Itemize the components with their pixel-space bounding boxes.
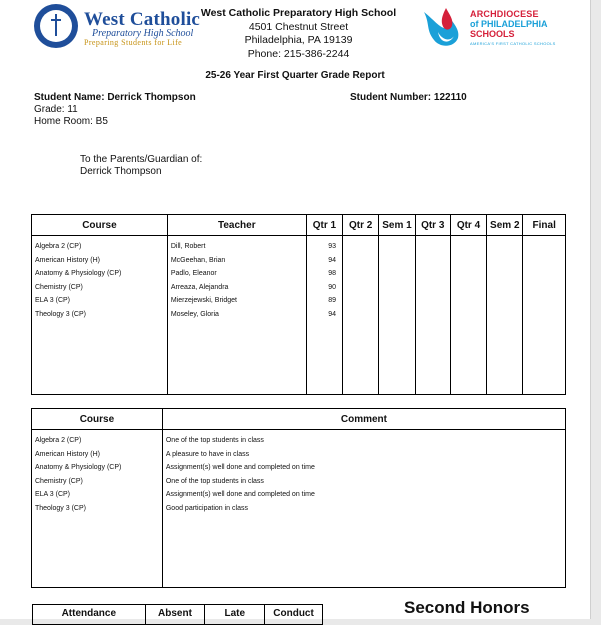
header-teacher: Teacher bbox=[167, 215, 306, 236]
school-name: West Catholic Preparatory High School bbox=[200, 7, 397, 19]
comment-cell: Assignment(s) well done and completed on time bbox=[165, 464, 315, 471]
header-course: Course bbox=[32, 215, 168, 236]
comment-cell: Good participation in class bbox=[165, 504, 248, 512]
comments-header-course: Course bbox=[32, 409, 163, 430]
address-line2: Derrick Thompson bbox=[80, 166, 162, 177]
comment-course-cell: Theology 3 (CP) bbox=[35, 504, 86, 512]
header-qtr2: Qtr 2 bbox=[343, 215, 379, 236]
honors-label: Second Honors bbox=[404, 598, 530, 617]
logo-tagline: Preparing Students for Life bbox=[84, 38, 183, 47]
header-final: Final bbox=[523, 215, 566, 236]
flame-icon bbox=[420, 6, 464, 52]
teacher-cell: Dill, Robert bbox=[170, 243, 206, 250]
student-name: Student Name: Derrick Thompson bbox=[34, 92, 196, 103]
sem2-column bbox=[487, 236, 523, 395]
student-homeroom: Home Room: B5 bbox=[34, 116, 108, 127]
school-city: Philadelphia, PA 19139 bbox=[244, 34, 353, 46]
header-sem1: Sem 1 bbox=[379, 215, 415, 236]
final-column bbox=[523, 236, 566, 395]
comments-body-row bbox=[32, 430, 566, 588]
comment-course-cell: Algebra 2 (CP) bbox=[35, 437, 82, 444]
grades-table bbox=[31, 214, 566, 395]
teacher-cell: McGeehan, Brian bbox=[170, 256, 226, 264]
grades-body-row bbox=[32, 236, 566, 395]
course-column bbox=[32, 236, 168, 395]
course-cell: Theology 3 (CP) bbox=[35, 310, 86, 318]
comment-cell: One of the top students in class bbox=[165, 437, 264, 444]
logo-name: West Catholic bbox=[84, 9, 201, 30]
comment-text-column bbox=[162, 430, 565, 588]
qtr1-grade: 94 bbox=[328, 256, 337, 264]
qtr1-grade: 89 bbox=[328, 297, 337, 304]
qtr1-grade: 90 bbox=[328, 283, 337, 291]
qtr4-column bbox=[450, 236, 486, 395]
header-qtr4: Qtr 4 bbox=[450, 215, 486, 236]
teacher-column bbox=[167, 236, 306, 395]
archdiocese-line2: of PHILADELPHIA bbox=[470, 19, 548, 29]
attendance-table bbox=[32, 604, 323, 625]
header-qtr3: Qtr 3 bbox=[415, 215, 450, 236]
archdiocese-line3: SCHOOLS bbox=[470, 29, 515, 39]
qtr1-column bbox=[306, 236, 342, 395]
qtr1-grade: 93 bbox=[328, 243, 337, 250]
comments-header-row bbox=[32, 409, 566, 430]
school-phone: Phone: 215-386-2244 bbox=[247, 47, 350, 60]
teacher-cell: Moseley, Gloria bbox=[170, 310, 219, 318]
school-info bbox=[196, 7, 401, 61]
course-cell: ELA 3 (CP) bbox=[35, 297, 71, 304]
comment-course-cell: Anatomy & Physiology (CP) bbox=[35, 464, 122, 471]
cross-icon bbox=[50, 14, 62, 36]
comment-course-cell: American History (H) bbox=[35, 450, 100, 458]
course-cell: Chemistry (CP) bbox=[35, 283, 83, 291]
comment-cell: Assignment(s) well done and completed on time bbox=[165, 491, 315, 498]
archdiocese-logo bbox=[420, 6, 580, 52]
course-cell: Anatomy & Physiology (CP) bbox=[35, 270, 122, 277]
west-catholic-logo bbox=[34, 4, 204, 48]
header-conduct: Conduct bbox=[265, 605, 323, 625]
school-street: 4501 Chestnut Street bbox=[248, 20, 349, 33]
header-attendance: Attendance bbox=[33, 605, 146, 625]
header-sem2: Sem 2 bbox=[487, 215, 523, 236]
teacher-cell: Arreaza, Alejandra bbox=[170, 283, 229, 291]
comment-course-column bbox=[32, 430, 163, 588]
student-number: Student Number: 122110 bbox=[350, 92, 467, 103]
student-grade: Grade: 11 bbox=[34, 104, 78, 115]
qtr3-column bbox=[415, 236, 450, 395]
course-cell: Algebra 2 (CP) bbox=[35, 243, 82, 250]
grades-header-row bbox=[32, 215, 566, 236]
sem1-column bbox=[379, 236, 415, 395]
comment-cell: One of the top students in class bbox=[165, 477, 264, 485]
comments-header-comment: Comment bbox=[162, 409, 565, 430]
archdiocese-line4: AMERICA'S FIRST CATHOLIC SCHOOLS bbox=[470, 41, 556, 46]
qtr2-column bbox=[343, 236, 379, 395]
comment-course-cell: Chemistry (CP) bbox=[35, 477, 83, 485]
address-line1: To the Parents/Guardian of: bbox=[80, 154, 203, 165]
qtr1-grade: 98 bbox=[328, 270, 337, 277]
teacher-cell: Padlo, Eleanor bbox=[170, 270, 217, 277]
logo-subtitle: Preparatory High School bbox=[92, 28, 194, 39]
course-cell: American History (H) bbox=[35, 256, 100, 264]
comment-course-cell: ELA 3 (CP) bbox=[35, 491, 71, 498]
header-absent: Absent bbox=[145, 605, 205, 625]
header-qtr1: Qtr 1 bbox=[306, 215, 342, 236]
comment-cell: A pleasure to have in class bbox=[165, 450, 250, 458]
comments-table bbox=[31, 408, 566, 588]
teacher-cell: Mierzejewski, Bridget bbox=[170, 297, 237, 304]
archdiocese-line1: ARCHDIOCESE bbox=[470, 9, 539, 19]
attendance-header-row bbox=[33, 605, 323, 625]
report-title: 25-26 Year First Quarter Grade Report bbox=[205, 70, 385, 81]
qtr1-grade: 94 bbox=[328, 310, 337, 318]
header-late: Late bbox=[205, 605, 265, 625]
